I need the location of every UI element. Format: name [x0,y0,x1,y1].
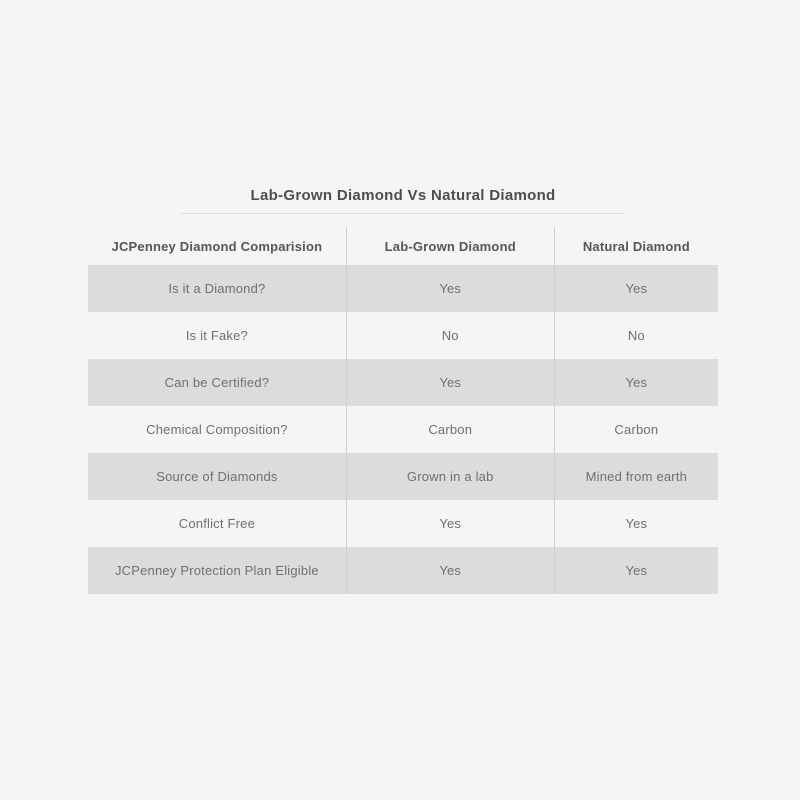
natural-cell: Carbon [554,406,718,453]
table-row [88,406,718,453]
natural-cell: Yes [554,359,718,406]
table-row [88,265,718,312]
feature-cell: Can be Certified? [88,359,346,406]
lab-grown-cell: Yes [346,547,554,594]
column-header-comparison: JCPenney Diamond Comparision [111,238,323,254]
comparison-section [88,187,718,594]
natural-cell: No [554,312,718,359]
feature-cell: Is it Fake? [88,312,346,359]
lab-grown-cell: Yes [346,500,554,547]
feature-cell: JCPenney Protection Plan Eligible [88,547,346,594]
natural-cell: Yes [554,500,718,547]
lab-grown-cell: Yes [346,265,554,312]
natural-cell: Yes [554,547,718,594]
column-header-lab-grown: Lab-Grown Diamond [346,227,554,265]
lab-grown-cell: Carbon [346,406,554,453]
table-row [88,453,718,500]
table-row [88,500,718,547]
comparison-table [88,227,718,594]
header-row [88,227,718,265]
natural-cell: Mined from earth [554,453,718,500]
feature-cell: Is it a Diamond? [88,265,346,312]
feature-cell: Source of Diamonds [88,453,346,500]
table-row [88,547,718,594]
feature-cell: Conflict Free [88,500,346,547]
table-row [88,312,718,359]
column-header-natural: Natural Diamond [554,227,718,265]
feature-cell: Chemical Composition? [88,406,346,453]
lab-grown-cell: No [346,312,554,359]
table-header [88,227,718,265]
chart-title: Lab-Grown Diamond Vs Natural Diamond [250,187,556,204]
natural-cell: Yes [554,265,718,312]
table-body [88,265,718,594]
title-divider [181,213,625,214]
lab-grown-cell: Grown in a lab [346,453,554,500]
lab-grown-cell: Yes [346,359,554,406]
table-row [88,359,718,406]
